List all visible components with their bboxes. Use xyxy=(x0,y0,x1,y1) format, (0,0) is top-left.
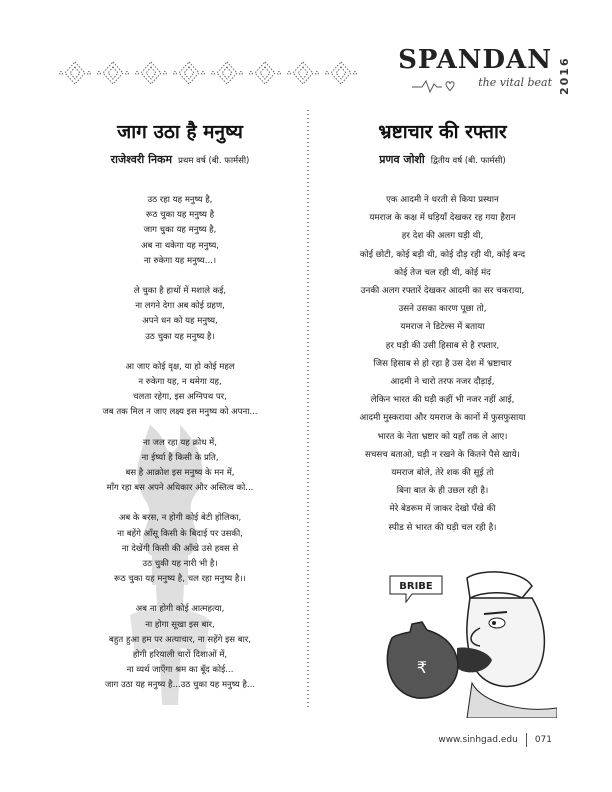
poem-line: हर घड़ी की उसी हिसाब से है रफ्तार, xyxy=(385,340,500,351)
poem-line: ना रुकेगा यह मनुष्य...। xyxy=(143,255,217,266)
page-number: 071 xyxy=(534,735,552,745)
poem-stanza xyxy=(60,436,300,497)
poem-line: ना देखेंगी किसी की आँखे उसे हवस से xyxy=(121,543,239,554)
page-footer xyxy=(438,733,552,747)
ornament-icon xyxy=(286,59,320,87)
ornament-icon xyxy=(324,59,358,87)
left-poem-author: राजेश्वरी निकम xyxy=(110,153,173,166)
poem-stanza xyxy=(60,360,300,421)
column-divider xyxy=(304,110,312,710)
poem-line: अब के बरस, न होगी कोई बेटी होलिका, xyxy=(118,513,242,524)
poem-line: बस है आक्रोश इस मनुष्य के मन में, xyxy=(125,468,235,479)
poem-line: अब ना थकेगा यह मनुष्य, xyxy=(141,240,219,251)
right-poem-title: भ्रष्टाचार की रफ्तार xyxy=(378,121,507,143)
ornament-icon xyxy=(134,59,168,87)
poem-line: ना लगने देगा अब कोई ग्रहण, xyxy=(135,301,225,312)
year-label: 2016 xyxy=(558,56,571,95)
poem-line: माँग रहा बस अपने अधिकार और अस्तित्व को... xyxy=(106,483,254,494)
left-poem-title: जाग उठा है मनुष्य xyxy=(117,121,243,143)
poem-line: उठ चुकी यह नारी भी है। xyxy=(142,559,218,570)
poem-line: उसने उसका कारण पूछा तो, xyxy=(398,304,487,315)
poem-line: उठ चुका यह मनुष्य है। xyxy=(145,331,215,342)
poem-line: जब तक मिल न जाए लक्ष्य इस मनुष्य को अपना... xyxy=(102,407,258,418)
left-poem-column xyxy=(60,118,300,709)
poem-line: यमराज ने डिटेल्स में बताया xyxy=(400,322,485,333)
right-poem-body xyxy=(320,191,565,537)
left-poem-body xyxy=(60,193,300,694)
poem-line: सचसच बताओ, घड़ी न रखने के कितने पैसे खाये। xyxy=(365,449,520,460)
right-poem-author-meta: द्वितीय वर्ष (बी. फार्मसी) xyxy=(430,156,506,166)
right-poem-byline xyxy=(320,152,565,167)
poem-stanza xyxy=(60,193,300,269)
heartbeat-icon xyxy=(412,78,457,94)
poem-line: ना ईर्ष्या है किसी के प्रति, xyxy=(141,452,219,463)
poem-line: उनकी अलग रफ्तारें देखकर आदमी का सर चकराया, xyxy=(360,286,525,297)
poem-line: ना व्यर्थ जाएँगा श्रम का बूँद कोई... xyxy=(126,665,234,676)
ornament-icon xyxy=(248,59,282,87)
poem-line: अपने धन को यह मनुष्य, xyxy=(142,316,218,327)
footer-separator xyxy=(526,733,527,747)
bribe-caption: BRIBE xyxy=(399,581,433,592)
poem-line: ना बहेंगे आँसू किसी के बिदाई पर उसकी, xyxy=(117,528,243,539)
poem-line: जिस हिसाब से हो रहा है उस देश में भ्रष्टाचार xyxy=(373,358,512,369)
poem-line: चलता रहेगा, इस अग्निपथ पर, xyxy=(133,392,227,403)
poem-line: स्पीड से भारत की घड़ी चल रही है। xyxy=(388,522,497,533)
poem-line: बिना बात के ही उछल रही है। xyxy=(396,486,489,497)
right-poem-author: प्रणव जोशी xyxy=(379,153,425,166)
poem-line: कोई तेज चल रही थी, कोई मंद xyxy=(394,267,491,278)
footer-website[interactable]: www.sinhgad.edu xyxy=(438,735,518,745)
poem-line: अब ना होगी कोई आत्महत्या, xyxy=(135,604,225,615)
poem-line: कोई छोटी, कोई बड़ी थी, कोई दौड़ रही थी, कोई बन्द xyxy=(359,249,526,260)
poem-line: यमराज बोले, तेरे शक की सूई तो xyxy=(391,468,494,479)
poem-line: होगी हरियाली चारों दिशाओं में, xyxy=(132,650,228,661)
poem-stanza xyxy=(60,284,300,345)
poem-line: आदमी ने चारो तरफ नजर दौड़ाई, xyxy=(390,377,495,388)
rupee-symbol: ₹ xyxy=(416,658,428,677)
poem-line: लेकिन भारत की घड़ी कहीं भी नजर नहीं आई, xyxy=(370,395,515,406)
ornament-icon xyxy=(172,59,206,87)
poem-line: जाग चुका यह मनुष्य है, xyxy=(143,225,217,236)
right-poem-column xyxy=(320,118,565,537)
brand-tagline: the vital beat xyxy=(478,76,552,89)
poem-line: एक आदमी ने धरती से किया प्रस्थान xyxy=(386,195,499,205)
left-poem-author-meta: प्रथम वर्ष (बी. फार्मसी) xyxy=(178,156,250,166)
poem-line: हर देश की अलग घड़ी थी, xyxy=(401,231,484,242)
poem-line: मेरे बेडरूम में जाकर देखो पँखे की xyxy=(389,504,496,515)
bribe-cartoon xyxy=(372,568,557,718)
poem-line: बहुत हुआ हम पर अत्याचार, ना सहेंगे इस बार, xyxy=(109,634,251,645)
poem-line: रूठ चुका यह मनुष्य है xyxy=(145,210,215,221)
poem-stanza xyxy=(60,511,300,587)
ornament-icon xyxy=(58,59,92,87)
poem-line: यमराज के कक्ष में घड़ियाँ देखकर रह गया हैरान xyxy=(369,213,516,224)
ornament-icon xyxy=(96,59,130,87)
poem-line: आदमी मुस्कराया और यमराज के कानों में फुसफुसाया xyxy=(359,413,526,424)
left-poem-byline xyxy=(60,152,300,167)
poem-line: रूठ चुका यह मनुष्य है, चल रहा मनुष्य है।। xyxy=(114,574,246,585)
poem-line: उठ रहा यह मनुष्य है, xyxy=(147,195,213,205)
poem-line: आ जाए कोई वृक्ष, या हो कोई महल xyxy=(125,361,235,372)
poem-line: न रुकेगा यह, न थमेगा यह, xyxy=(138,377,222,388)
poem-stanza xyxy=(60,602,300,693)
poem-line: ना जल रहा यह क्रोध में, xyxy=(143,437,217,448)
brand-title: SPANDAN xyxy=(398,45,552,75)
ornament-icon xyxy=(210,59,244,87)
poem-line: जाग उठा यह मनुष्य है...उठ चुका यह मनुष्य है... xyxy=(104,680,256,691)
ornament-row xyxy=(58,58,388,88)
brand-year xyxy=(558,45,572,97)
poem-line: ना होगा सूखा इस बार, xyxy=(145,619,215,630)
poem-line: भारत के नेता भ्रष्टार को यहाँ तक ले आए। xyxy=(377,431,508,442)
poem-line: ले चुका है हाथों में मशाले कई, xyxy=(133,286,227,297)
